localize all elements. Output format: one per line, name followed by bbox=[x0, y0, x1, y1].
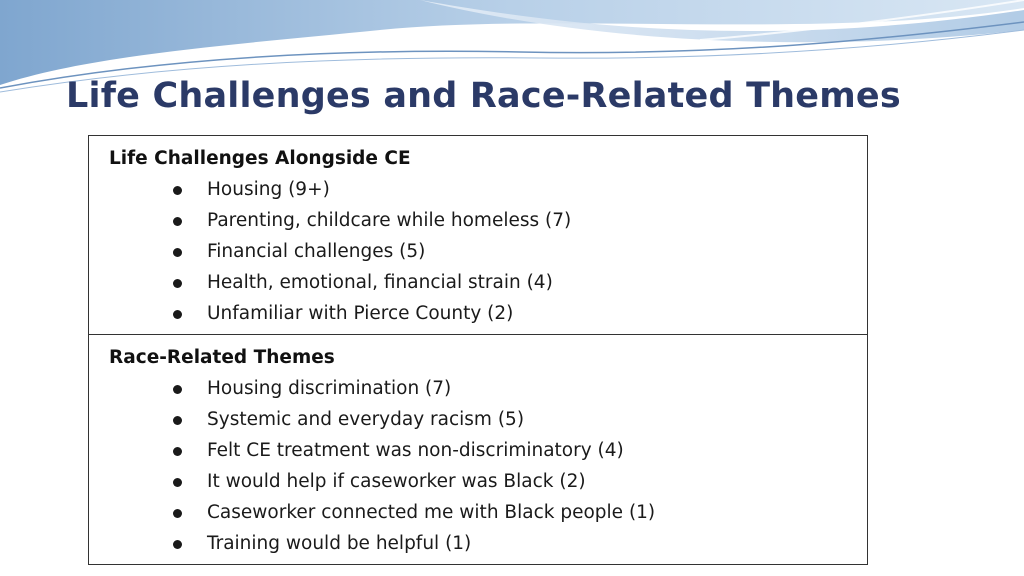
list-item-text: Systemic and everyday racism (5) bbox=[207, 409, 525, 430]
list-item-text: It would help if caseworker was Black (2) bbox=[207, 471, 586, 492]
bullet-icon bbox=[173, 478, 182, 487]
life-challenges-list bbox=[173, 178, 571, 333]
list-item-text: Felt CE treatment was non-discriminatory (4) bbox=[207, 440, 624, 461]
list-item bbox=[173, 439, 655, 470]
bullet-icon bbox=[173, 540, 182, 549]
section-title: Life Challenges Alongside CE bbox=[109, 148, 411, 169]
race-related-list bbox=[173, 377, 655, 563]
bullet-icon bbox=[173, 509, 182, 518]
list-item bbox=[173, 501, 655, 532]
race-related-section bbox=[89, 335, 867, 564]
bullet-icon bbox=[173, 248, 182, 257]
bullet-icon bbox=[173, 416, 182, 425]
list-item-text: Unfamiliar with Pierce County (2) bbox=[207, 303, 514, 324]
bullet-icon bbox=[173, 447, 182, 456]
themes-table bbox=[88, 135, 868, 565]
list-item bbox=[173, 377, 655, 408]
list-item bbox=[173, 532, 655, 563]
bullet-icon bbox=[173, 279, 182, 288]
list-item-text: Housing discrimination (7) bbox=[207, 378, 452, 399]
bullet-icon bbox=[173, 186, 182, 195]
list-item bbox=[173, 178, 571, 209]
life-challenges-section bbox=[89, 136, 867, 335]
section-title: Race-Related Themes bbox=[109, 347, 335, 368]
bullet-icon bbox=[173, 310, 182, 319]
slide-title: Life Challenges and Race-Related Themes bbox=[66, 76, 901, 116]
list-item bbox=[173, 408, 655, 439]
bullet-icon bbox=[173, 385, 182, 394]
list-item-text: Financial challenges (5) bbox=[207, 241, 426, 262]
list-item bbox=[173, 271, 571, 302]
list-item-text: Housing (9+) bbox=[207, 179, 330, 200]
list-item-text: Training would be helpful (1) bbox=[207, 533, 472, 554]
list-item bbox=[173, 240, 571, 271]
list-item bbox=[173, 209, 571, 240]
list-item bbox=[173, 302, 571, 333]
list-item-text: Parenting, childcare while homeless (7) bbox=[207, 210, 572, 231]
list-item bbox=[173, 470, 655, 501]
list-item-text: Caseworker connected me with Black people (1) bbox=[207, 502, 656, 523]
list-item-text: Health, emotional, financial strain (4) bbox=[207, 272, 553, 293]
bullet-icon bbox=[173, 217, 182, 226]
